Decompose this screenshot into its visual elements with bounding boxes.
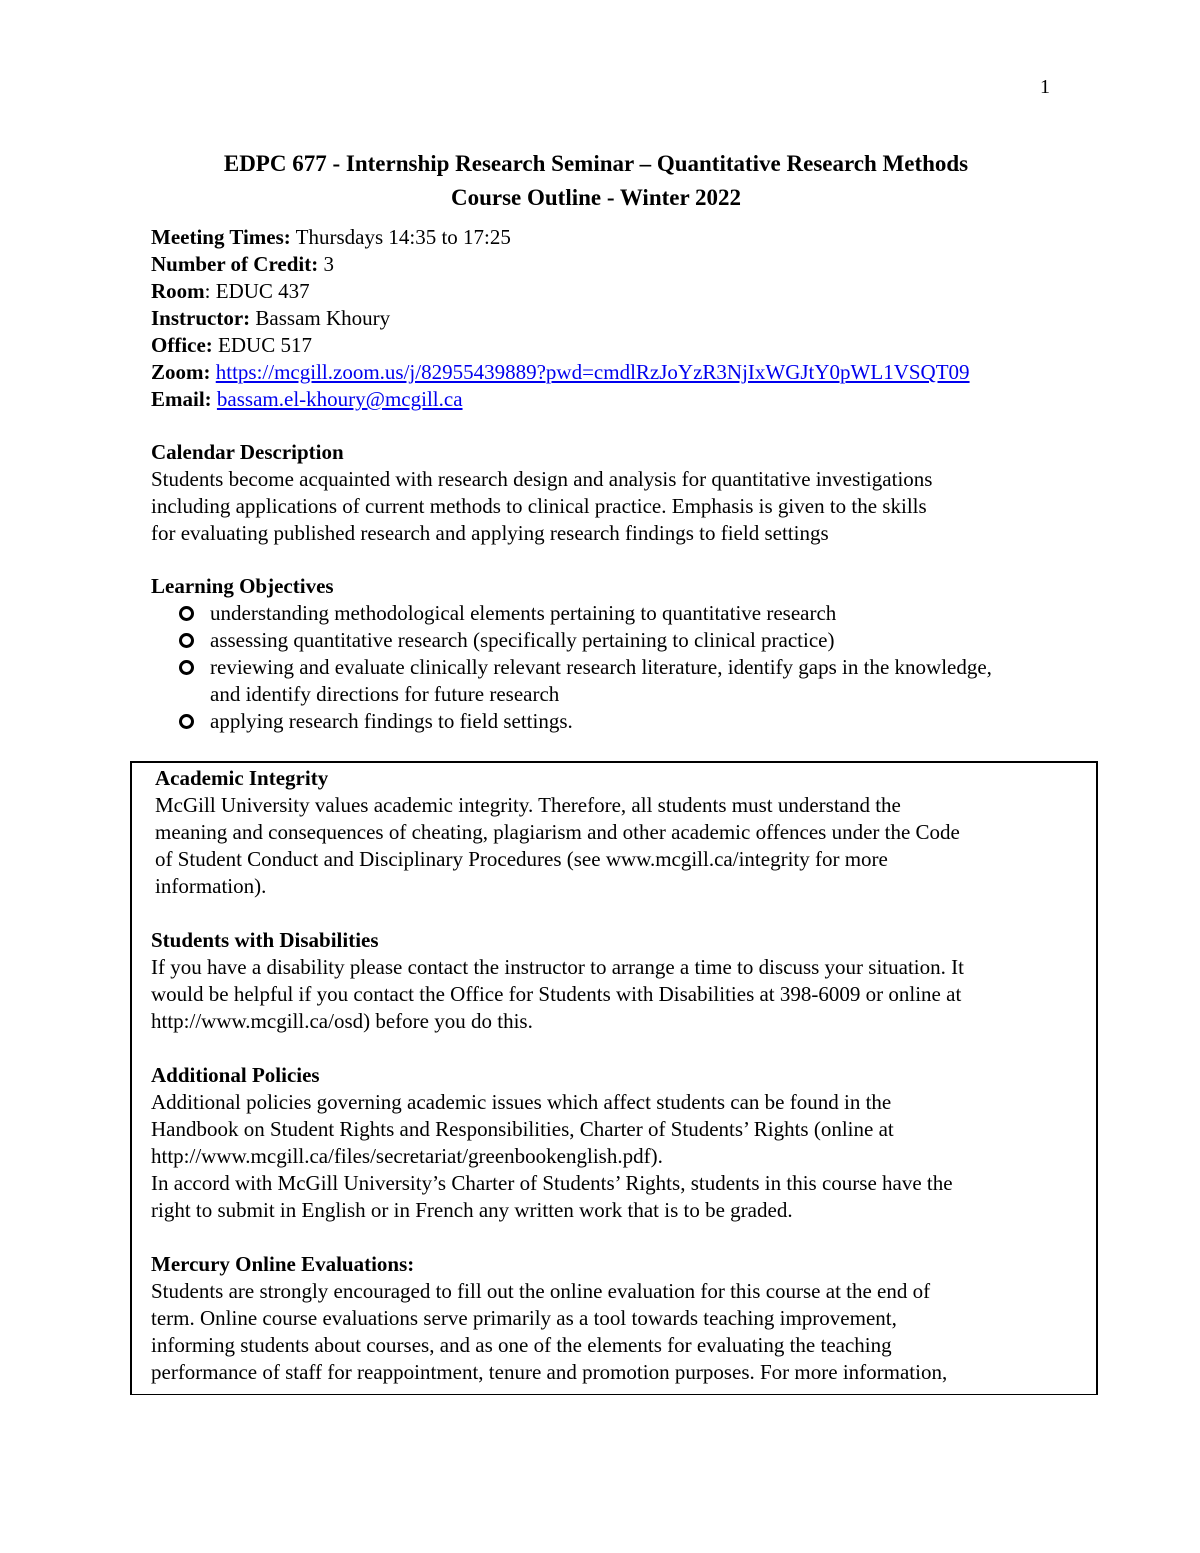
list-item xyxy=(151,600,1000,627)
zoom-label: Zoom: xyxy=(151,360,211,384)
policy-line: Additional policies governing academic issues which affect students can be found in the xyxy=(151,1090,892,1114)
objective-text: applying research findings to field settings. xyxy=(210,709,573,733)
zoom-link[interactable]: https://mcgill.zoom.us/j/82955439889?pwd=cmdlRzJoYzR3NjIxWGJtY0pWL1VSQT09 xyxy=(215,360,970,384)
policy-line: right to submit in English or in French any written work that is to be graded. xyxy=(151,1198,793,1222)
instructor-label: Instructor: xyxy=(151,306,251,330)
calendar-line: Students become acquainted with research design and analysis for quantitative investigations xyxy=(151,467,933,491)
list-item xyxy=(151,708,1000,735)
room-label: Room xyxy=(151,279,205,303)
policy-line: Students are strongly encouraged to fill out the online evaluation for this course at the end of xyxy=(151,1279,931,1303)
learning-objectives xyxy=(151,573,1051,735)
calendar-description xyxy=(151,439,1051,547)
zoom-row xyxy=(151,359,1111,386)
circle-bullet-icon xyxy=(179,660,194,675)
room-value: : EDUC 437 xyxy=(204,279,310,303)
policy-line: Handbook on Student Rights and Responsibilities, Charter of Students’ Rights (online at xyxy=(151,1117,894,1141)
policy-line: http://www.mcgill.ca/osd) before you do this. xyxy=(151,1009,533,1033)
page-title xyxy=(0,147,1192,215)
policy-line: information). xyxy=(155,874,267,898)
circle-bullet-icon xyxy=(179,714,194,729)
room-row xyxy=(151,278,1111,305)
policy-box xyxy=(130,761,1098,1395)
circle-bullet-icon xyxy=(179,606,194,621)
policy-line: informing students about courses, and as one of the elements for evaluating the teaching xyxy=(151,1333,892,1357)
mercury-section xyxy=(151,1251,1071,1386)
credits-label: Number of Credit: xyxy=(151,252,319,276)
objectives-list xyxy=(151,600,1051,735)
mercury-heading: Mercury Online Evaluations: xyxy=(151,1252,415,1276)
credits-row xyxy=(151,251,1111,278)
objective-text: assessing quantitative research (specifically pertaining to clinical practice) xyxy=(210,628,835,652)
disabilities-section xyxy=(151,927,1071,1035)
office-row xyxy=(151,332,1111,359)
additional-policies-section xyxy=(151,1062,1071,1224)
policy-line: In accord with McGill University’s Charter of Students’ Rights, students in this course have the xyxy=(151,1171,953,1195)
calendar-line: for evaluating published research and applying research findings to field settings xyxy=(151,521,829,545)
policy-line: performance of staff for reappointment, tenure and promotion purposes. For more information, xyxy=(151,1360,948,1384)
policy-line: meaning and consequences of cheating, plagiarism and other academic offences under the Code xyxy=(155,820,960,844)
policy-line: of Student Conduct and Disciplinary Procedures (see www.mcgill.ca/integrity for more xyxy=(155,847,888,871)
objectives-heading: Learning Objectives xyxy=(151,574,334,598)
policy-content xyxy=(151,765,1071,1395)
email-link[interactable]: bassam.el-khoury@mcgill.ca xyxy=(216,387,463,411)
disabilities-heading: Students with Disabilities xyxy=(151,928,379,952)
policy-line: McGill University values academic integrity. Therefore, all students must understand the xyxy=(155,793,901,817)
instructor-row xyxy=(151,305,1111,332)
email-row xyxy=(151,386,1111,413)
office-label: Office: xyxy=(151,333,213,357)
list-item xyxy=(151,627,1000,654)
additional-policies-heading: Additional Policies xyxy=(151,1063,320,1087)
instructor-value: Bassam Khoury xyxy=(250,306,391,330)
office-value: EDUC 517 xyxy=(212,333,312,357)
meeting-times-value: Thursdays 14:35 to 17:25 xyxy=(290,225,511,249)
calendar-heading: Calendar Description xyxy=(151,440,344,464)
objective-text: reviewing and evaluate clinically relevant research literature, identify gaps in the knowledge, and identify directions for future research xyxy=(210,655,992,706)
title-line-2: Course Outline - Winter 2022 xyxy=(450,185,742,210)
academic-integrity-section xyxy=(151,765,1071,900)
email-label: Email: xyxy=(151,387,212,411)
calendar-line: including applications of current methods to clinical practice. Emphasis is given to the skills xyxy=(151,494,927,518)
circle-bullet-icon xyxy=(179,633,194,648)
policy-line: would be helpful if you contact the Office for Students with Disabilities at 398-6009 or online at xyxy=(151,982,962,1006)
meeting-times-row xyxy=(151,224,1111,251)
course-meta xyxy=(151,224,1111,413)
policy-line: term. Online course evaluations serve primarily as a tool towards teaching improvement, xyxy=(151,1306,897,1330)
list-item xyxy=(151,654,1000,708)
policy-line: http://www.mcgill.ca/files/secretariat/greenbookenglish.pdf). xyxy=(151,1144,663,1168)
page-number: 1 xyxy=(1040,76,1050,98)
policy-line: If you have a disability please contact the instructor to arrange a time to discuss your situation. It xyxy=(151,955,964,979)
title-line-1: EDPC 677 - Internship Research Seminar – Quantitative Research Methods xyxy=(223,151,969,176)
objective-text: understanding methodological elements pertaining to quantitative research xyxy=(210,601,837,625)
credits-value: 3 xyxy=(318,252,334,276)
meeting-times-label: Meeting Times: xyxy=(151,225,291,249)
academic-integrity-heading: Academic Integrity xyxy=(155,766,329,790)
